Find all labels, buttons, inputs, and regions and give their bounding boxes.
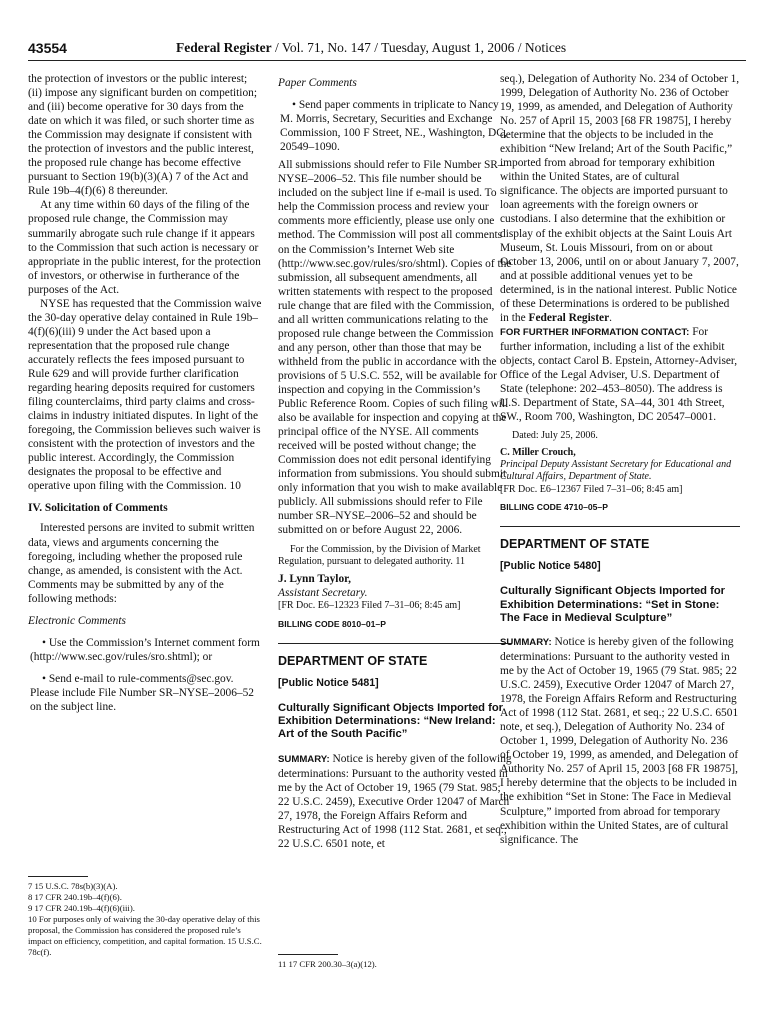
dated-line: Dated: July 25, 2006. (512, 430, 598, 442)
footnote: 10 For purposes only of waiving the 30-day operative delay of this proposal, the Commission has considered the proposed rule’s impact on efficiency, competition, and capital formation. 15 U.S.C. 78c(f). (28, 914, 262, 957)
delegation-note: For the Commission, by the Division of Market Regulation, pursuant to delegated authority. 11 (278, 543, 481, 567)
paragraph: the protection of investors or the public interest; (ii) impose any significant burden on competition; and (iii) become operative for 30 days from the date on which it was filed, or such shorter time as the Commission may designate if consistent with the protection of investors and the public interest, the proposed rule change has become effective pursuant to Section 19(b)(3)(A) 7 of the Act and Rule 19b–4(f)(6) 8 thereunder. (28, 73, 258, 198)
footnote: 11 17 CFR 200.30–3(a)(12). (278, 959, 377, 969)
column-1-footnotes (28, 866, 262, 958)
page-number: 43554 (28, 40, 67, 56)
paragraph (500, 72, 740, 325)
signer-title: Principal Deputy Assistant Secretary for Educational and Cultural Affairs, Department of State. (500, 458, 732, 483)
column-1 (28, 72, 262, 714)
column-2 (278, 72, 512, 851)
summary-text: Notice is hereby given of the following determinations: Pursuant to the authority vested in me by the Act of October 19, 1965 (79 Stat. 985; 22 U.S.C. 2459), Executive Order 12047 of March 27, 1978, the Foreign Affairs Reform and Restructuring Act of 1998 (112 Stat. 2681, et seq.; 22 U.S.C. 6501 note, et seq.), Delegation of Authority No. 234 of October 1, 1999, Delegation of Authority No. 236 of October 19, 1999, as amended, and Delegation of Authority No. 257 of April 15, 2003 [68 FR 19875], I hereby determine that the objects to be included in the exhibition “Set in Stone: The Face in Medieval Sculpture,” imported from abroad for temporary exhibition within the United States, are of cultural significance. The (500, 635, 739, 846)
fr-doc-line: [FR Doc. E6–12367 Filed 7–31–06; 8:45 am] (500, 483, 683, 495)
paragraph-end: . (609, 311, 612, 324)
billing-code: BILLING CODE 8010–01–P (278, 618, 386, 629)
section-divider (500, 526, 740, 527)
bullet-item: • Send paper comments in triplicate to Nancy M. Morris, Secretary, Securities and Exchange Commission, 100 F Street, NE., Washington, DC, 20549–1090. (280, 99, 507, 154)
paragraph: Interested persons are invited to submit written data, views and arguments concerning the foregoing, including whether the proposed rule change, as amended, is consistent with the Act. Comments may be submitted by any of the following methods: (28, 522, 255, 605)
section-heading: IV. Solicitation of Comments (28, 502, 168, 515)
footnote: 9 17 CFR 240.19b–4(f)(6)(iii). (28, 903, 135, 913)
section-divider (278, 643, 512, 644)
contact-paragraph (500, 325, 740, 424)
subheading: Paper Comments (278, 77, 357, 89)
page-header (28, 38, 746, 61)
notice-title: Culturally Significant Objects Imported for Exhibition Determinations: “New Ireland: Art of the South Pacific” (278, 701, 504, 741)
summary-text: Notice is hereby given of the following determinations: Pursuant to the authority vested in me by the Act of October 19, 1965 (79 Stat. 985; 22 U.S.C. 2459), Executive Order 12047 of March 27, 1978, the Foreign Affairs Reform and Restructuring Act of 1998 (112 Stat. 2681, et seq.; 22 U.S.C. 6501 note, et (278, 752, 512, 850)
summary-paragraph (500, 635, 740, 847)
paragraph: At any time within 60 days of the filing of the proposed rule change, the Commission may summarily abrogate such rule change if it appears to the Commission that such action is necessary or appropriate in the public interest, for the protection of investors, or otherwise in furtherance of the purposes of the Act. (28, 199, 261, 296)
issue-info: / Vol. 71, No. 147 / Tuesday, August 1, 2006 / Notices (271, 40, 567, 55)
paragraph-text: seq.), Delegation of Authority No. 234 of October 1, 1999, Delegation of Authority No. 236 of October 19, 1999, as amended, and Delegation of Authority No. 257 of April 15, 2003 [68 FR 19875], I hereby determine that the objects to be included in the exhibition “New Ireland; Art of the South Pacific,” imported from abroad for temporary exhibition within the United States, are of cultural significance. The objects are imported pursuant to loan agreements with the foreign owners or custodians. I also determine that the exhibition or display of the exhibit objects at the Saint Louis Art Museum, St. Louis Missouri, from on or about October 13, 2006, until on or about January 7, 2007, and at possible additional venues yet to be determined, is in the national interest. Public Notice of these Determinations is ordered to be published in the (500, 73, 740, 324)
footnote-divider (28, 876, 88, 877)
contact-label: FOR FURTHER INFORMATION CONTACT: (500, 326, 690, 338)
journal-name: Federal Register (176, 40, 272, 55)
notice-title: Culturally Significant Objects Imported for Exhibition Determinations: “Set in Stone: The Face in Medieval Sculpture” (500, 585, 726, 624)
column-3 (500, 72, 740, 847)
bullet-item: • Use the Commission’s Internet comment form (http://www.sec.gov/rules/sro.shtml); or (30, 636, 260, 663)
bullet-item: • Send e-mail to rule-comments@sec.gov. Please include File Number SR–NYSE–2006–52 on the subject line. (30, 672, 254, 713)
summary-label: SUMMARY: (278, 753, 330, 765)
signer-name: J. Lynn Taylor, (278, 573, 352, 586)
summary-label: SUMMARY: (500, 636, 552, 648)
paragraph: All submissions should refer to File Number SR–NYSE–2006–52. This file number should be included on the subject line if e-mail is used. To help the Commission process and review your comments more efficiently, please use only one method. The Commission will post all comments on the Commission’s Internet Web site (http://www.sec.gov/rules/sro/shtml). Copies of the submission, all subsequent amendments, all written statements with respect to the proposed rule change that are filed with the Commission, and all written communications relating to the proposed rule change between the Commission and any person, other than those that may be withheld from the public in accordance with the provisions of 5 U.S.C. 552, will be available for inspection and copying in the Commission’s Public Reference Room. Copies of such filing will also be available for inspection and copying at the principal office of the NYSE. All comments received will be posted without change; the Commission does not edit personal identifying information from submissions. You should submit only information that you wish to make available publicly. All submissions should refer to File number SR–NYSE–2006–52 and should be submitted on or before August 22, 2006. (278, 159, 512, 537)
footnote: 8 17 CFR 240.19b–4(f)(6). (28, 892, 122, 902)
summary-paragraph (278, 752, 512, 851)
public-notice-number: [Public Notice 5480] (500, 560, 601, 573)
contact-text: For further information, including a list of the exhibit objects, contact Carol B. Epstein, Attorney-Adviser, Office of the Legal Adviser, U.S. Department of State (telephone: 202–453–8050). The address is U.S. Department of State, SA–44, 301 4th Street, SW., Room 700, Washington, DC 20547–0001. (500, 325, 738, 424)
paragraph: NYSE has requested that the Commission waive the 30-day operative delay contained in Rule 19b–4(f)(6)(iii) 9 under the Act based upon a representation that the proposed rule change accurately reflects the fees imposed pursuant to Rule 629 and will provide further clarification regarding hearing deposits required for customers filing counterclaims, third party claims and cross-claims in industry initiated disputes. In light of the foregoing, the Commission believes such waiver is consistent with the protection of investors and the public interest. Accordingly, the Commission designates the proposal to be effective and operative upon filing with the Commission. 10 (28, 297, 262, 493)
footnote-divider (278, 954, 338, 955)
department-heading: DEPARTMENT OF STATE (278, 653, 428, 668)
signer-name: C. Miller Crouch, (500, 446, 576, 458)
subheading: Electronic Comments (28, 614, 126, 627)
department-heading: DEPARTMENT OF STATE (500, 537, 650, 552)
public-notice-number: [Public Notice 5481] (278, 676, 379, 689)
federal-register-ref: Federal Register (528, 311, 610, 324)
billing-code: BILLING CODE 4710–05–P (500, 502, 608, 513)
header-citation (176, 40, 566, 56)
footnote: 7 15 U.S.C. 78s(b)(3)(A). (28, 881, 118, 891)
column-2-footnotes (278, 944, 512, 970)
fr-doc-line: [FR Doc. E6–12323 Filed 7–31–06; 8:45 am] (278, 600, 461, 612)
signer-title: Assistant Secretary. (278, 587, 368, 600)
